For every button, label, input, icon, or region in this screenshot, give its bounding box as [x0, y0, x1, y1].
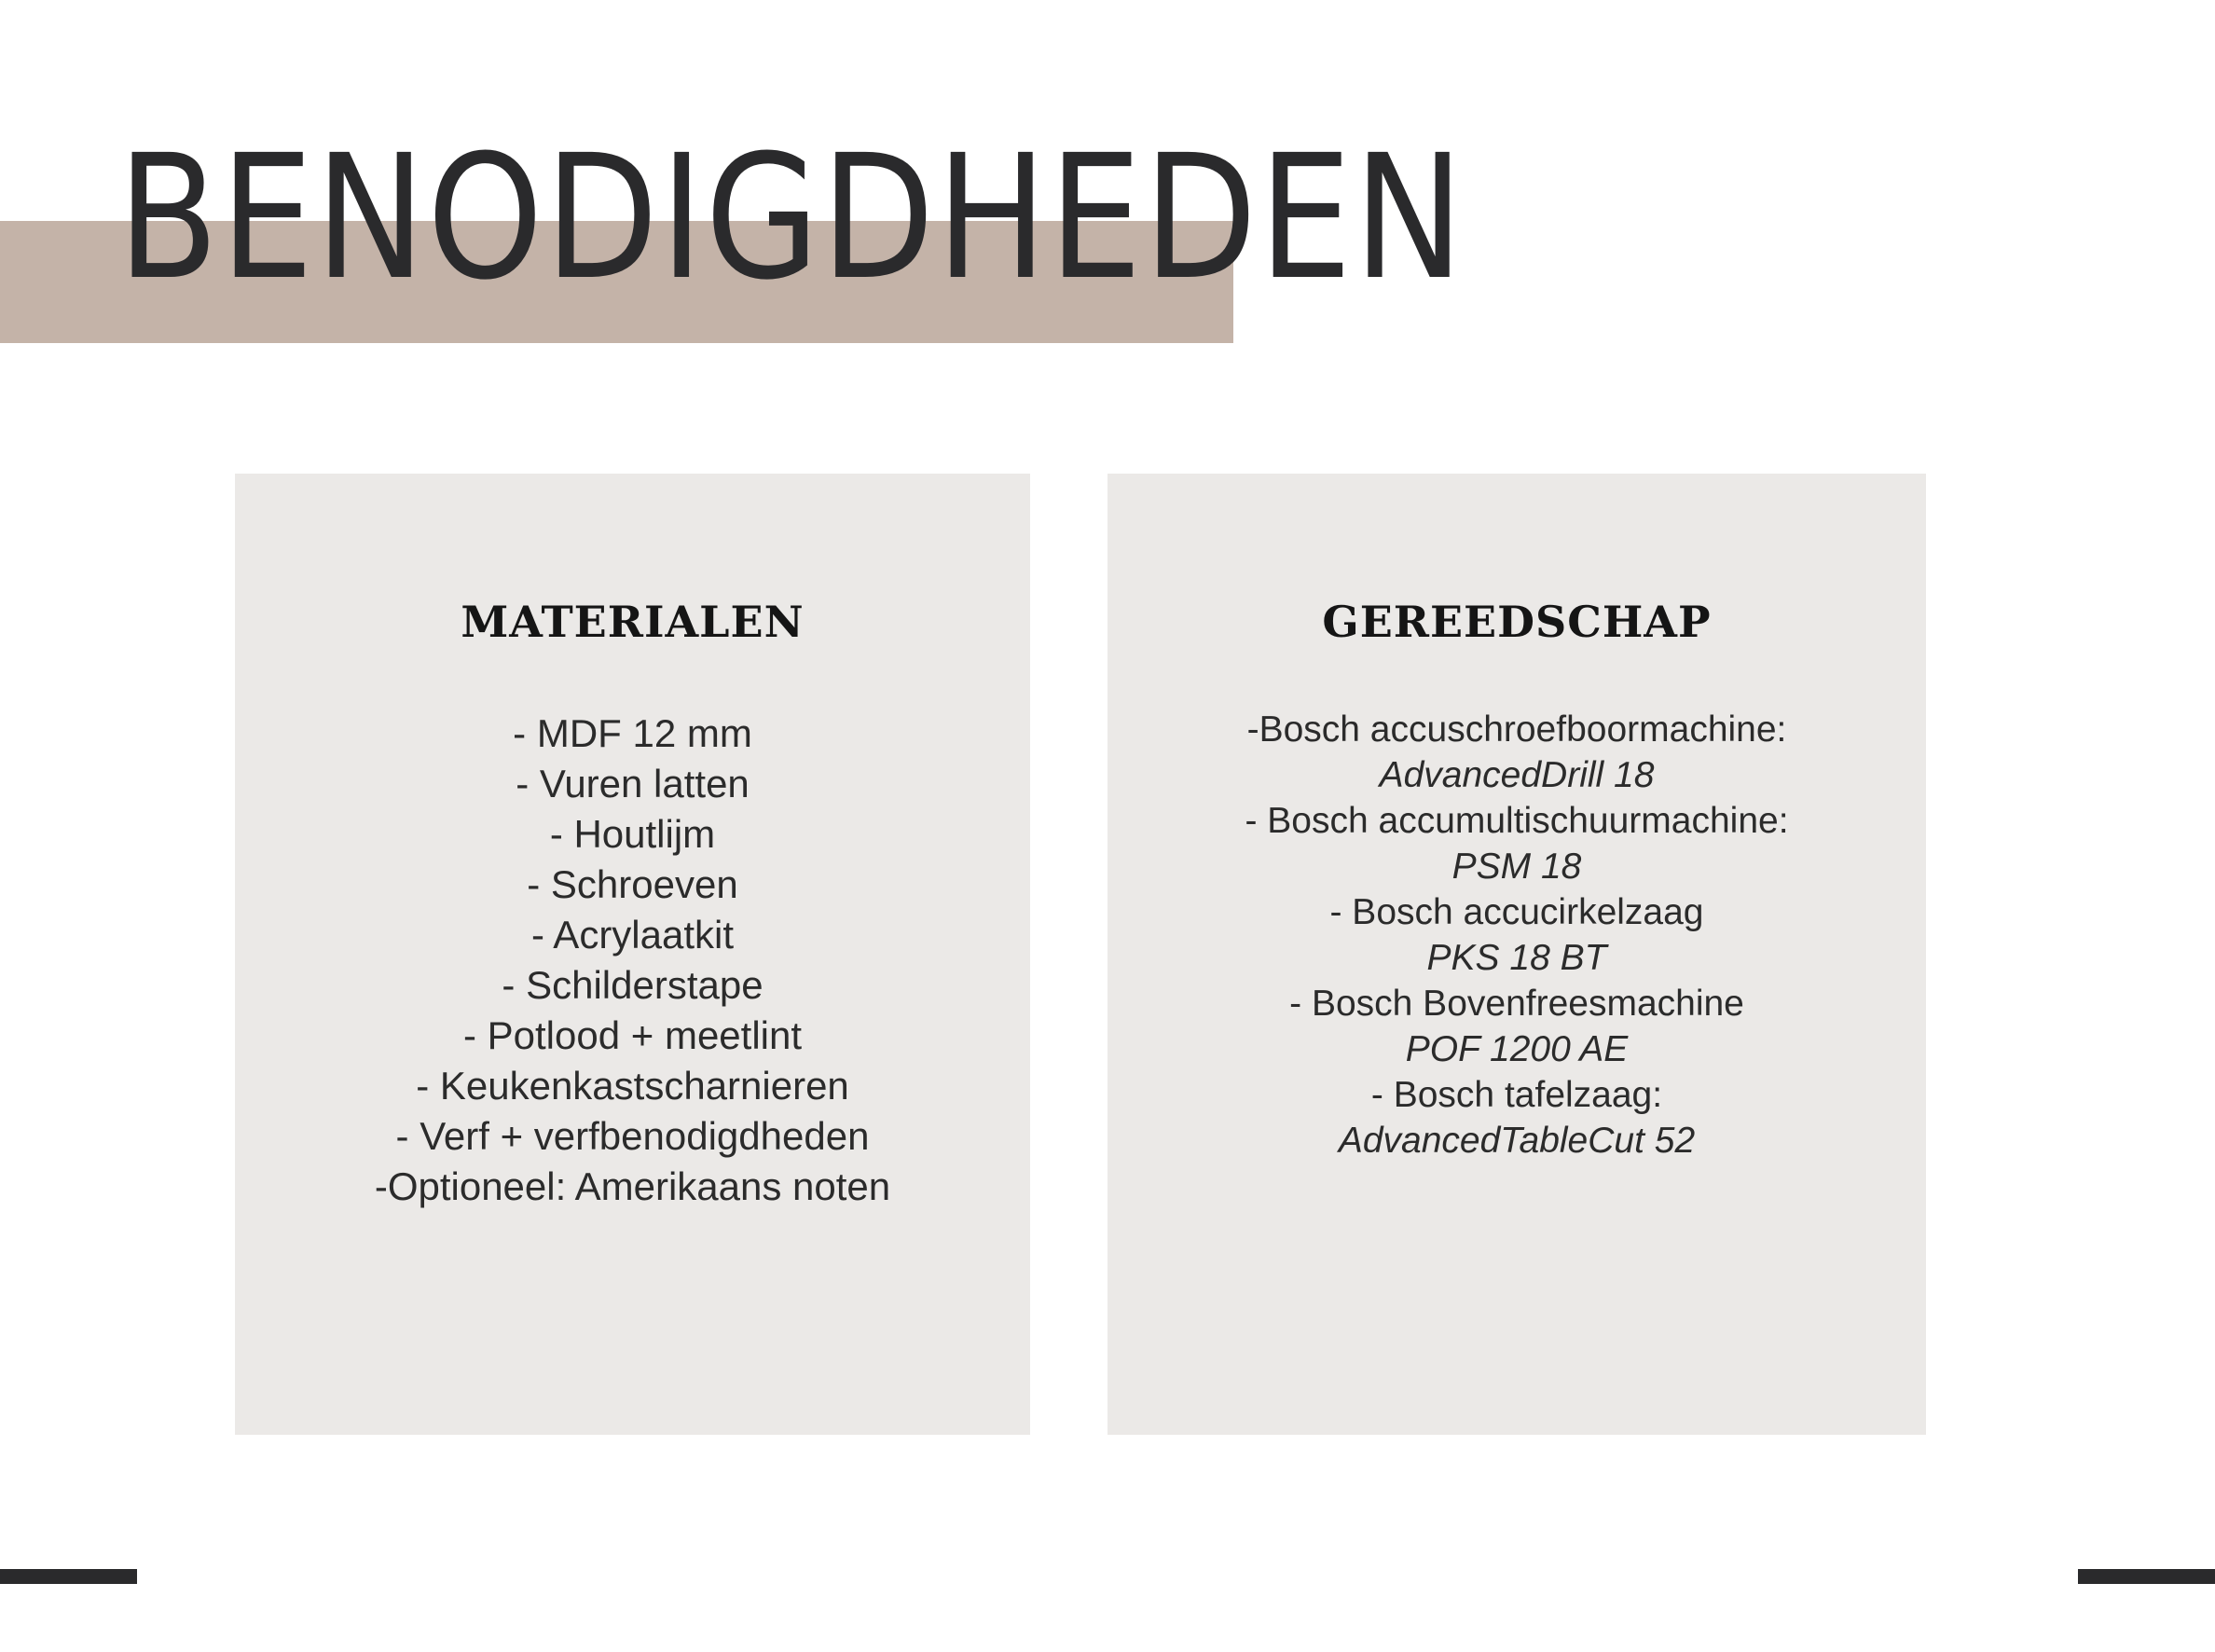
tool-name: - Bosch tafelzaag: — [1370, 1075, 1663, 1115]
tools-list — [1108, 707, 1926, 1163]
list-item: - Vuren latten — [516, 762, 750, 805]
list-item: -Optioneel: Amerikaans noten — [374, 1164, 891, 1208]
tool-model: AdvancedDrill 18 — [1379, 755, 1655, 795]
tool-name: - Bosch accumultischuurmachine: — [1245, 801, 1789, 841]
tool-name: - Bosch Bovenfreesmachine — [1289, 984, 1744, 1024]
list-item: - Schroeven — [527, 862, 738, 906]
tools-heading: GEREEDSCHAP — [1322, 597, 1712, 647]
list-item: - Verf + verfbenodigdheden — [395, 1114, 870, 1158]
materials-list — [235, 709, 1030, 1212]
list-item: - MDF 12 mm — [513, 711, 752, 755]
list-item: - Potlood + meetlint — [462, 1013, 803, 1057]
tools-panel — [1108, 474, 1926, 1435]
tool-name: - Bosch accucirkelzaag — [1329, 892, 1704, 932]
tool-model: POF 1200 AE — [1405, 1029, 1629, 1069]
list-item: - Schilderstape — [502, 963, 764, 1007]
list-item: - Houtlijm — [549, 812, 716, 856]
list-item: - Keukenkastscharnieren — [416, 1064, 849, 1108]
materials-panel — [235, 474, 1030, 1435]
list-item: - Acrylaatkit — [530, 913, 735, 957]
bottom-left-rule — [0, 1569, 137, 1584]
page-title: BENODIGDHEDEN — [117, 118, 1465, 318]
tool-model: AdvancedTableCut 52 — [1338, 1121, 1696, 1161]
bottom-right-rule — [2078, 1569, 2215, 1584]
tool-name: -Bosch accuschroefboormachine: — [1246, 709, 1787, 750]
materials-heading: MATERIALEN — [461, 597, 805, 647]
tool-model: PKS 18 BT — [1426, 938, 1607, 978]
tool-model: PSM 18 — [1451, 847, 1582, 887]
